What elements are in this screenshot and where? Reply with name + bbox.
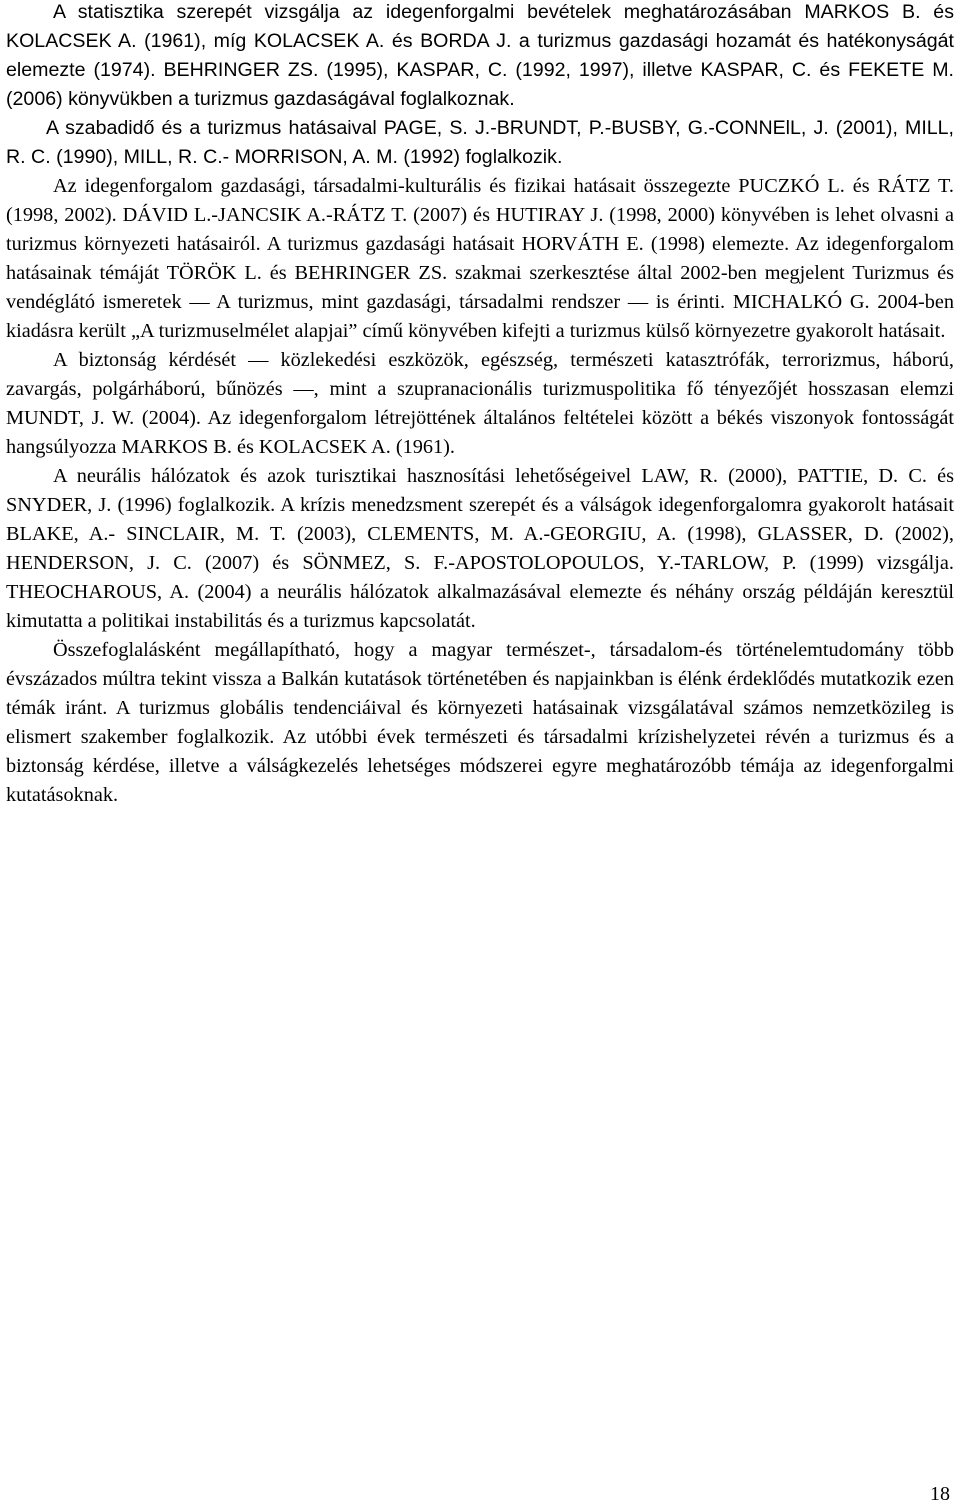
document-page bbox=[6, 0, 954, 810]
paragraph-tourism-impacts-summary: Az idegenforgalom gazdasági, társadalmi-kulturális és fizikai hatásait összegezte PUCZKÓ L. és RÁTZ T. (1998, 2002). DÁVID L.-JANCSIK A.-RÁTZ T. (2007) és HUTIRAY J. (1998, 2000) könyvében is lehet olvasni a turizmus környezeti hatásairól. A turizmus gazdasági hatásait HORVÁTH E. (1998) elemezte. Az idegenforgalom hatásainak témáját TÖRÖK L. és BEHRINGER ZS. szakmai szerkesztése által 2002-ben megjelent Turizmus és vendéglátó ismeretek ― A turizmus, mint gazdasági, társadalmi rendszer ― is érinti. MICHALKÓ G. 2004-ben kiadásra került „A turizmuselmélet alapjai” című könyvében kifejti a turizmus külső környezetre gyakorolt hatásait. bbox=[6, 175, 954, 342]
page-number: 18 bbox=[930, 1483, 950, 1505]
paragraph-neural-networks-crisis: A neurális hálózatok és azok turisztikai hasznosítási lehetőségeivel LAW, R. (2000), PATTIE, D. C. és SNYDER, J. (1996) foglalkozik. A krízis menedzsment szerepét és a válságok idegenforgalomra gyakorolt hatásait BLAKE, A.- SINCLAIR, M. T. (2003), CLEMENTS, M. A.-GEORGIU, A. (1998), GLASSER, D. (2002), HENDERSON, J. C. (2007) és SÖNMEZ, S. F.-APOSTOLOPOULOS, Y.-TARLOW, P. (1999) vizsgálja. THEOCHAROUS, A. (2004) a neurális hálózatok alkalmazásával elemezte és néhány ország példáján keresztül kimutatta a politikai instabilitás és a turizmus kapcsolatát. bbox=[6, 465, 954, 632]
paragraph-tourism-economics-literature: A statisztika szerepét vizsgálja az idegenforgalmi bevételek meghatározásában MARKOS B. és KOLACSEK A. (1961), míg KOLACSEK A. és BORDA J. a turizmus gazdasági hozamát és hatékonyságát elemezte (1974). BEHRINGER ZS. (1995), KASPAR, C. (1992, 1997), illetve KASPAR, C. és FEKETE M. (2006) könyvükben a turizmus gazdaságával foglalkoznak. bbox=[6, 1, 954, 110]
paragraph-security-question: A biztonság kérdését ― közlekedési eszközök, egészség, természeti katasztrófák, terrorizmus, háború, zavargás, polgárháború, bűnözés ―, mint a szupranacionális turizmuspolitika fő tényezőjét hosszasan elemzi MUNDT, J. W. (2004). Az idegenforgalom létrejöttének általános feltételei között a békés viszonyok fontosságát hangsúlyozza MARKOS B. és KOLACSEK A. (1961). bbox=[6, 349, 954, 458]
paragraph-conclusion: Összefoglalásként megállapítható, hogy a magyar természet-, társadalom-és történelemtudomány több évszázados múltra tekint vissza a Balkán kutatások történetében és napjainkban is élénk érdeklődés mutatkozik ezen témák iránt. A turizmus globális tendenciáival és környezeti hatásainak vizsgálatával számos nemzetközileg is elismert szakember foglalkozik. Az utóbbi évek természeti és társadalmi krízishelyzetei révén a turizmus és a biztonság kérdése, illetve a válságkezelés lehetséges módszerei egyre meghatározóbb témája az idegenforgalmi kutatásoknak. bbox=[6, 639, 954, 806]
paragraph-leisure-tourism-impacts: A szabadidő és a turizmus hatásaival PAGE, S. J.-BRUNDT, P.-BUSBY, G.-CONNElL, J. (2001), MILL, R. C. (1990), MILL, R. C.- MORRISON, A. M. (1992) foglalkozik. bbox=[6, 117, 954, 168]
